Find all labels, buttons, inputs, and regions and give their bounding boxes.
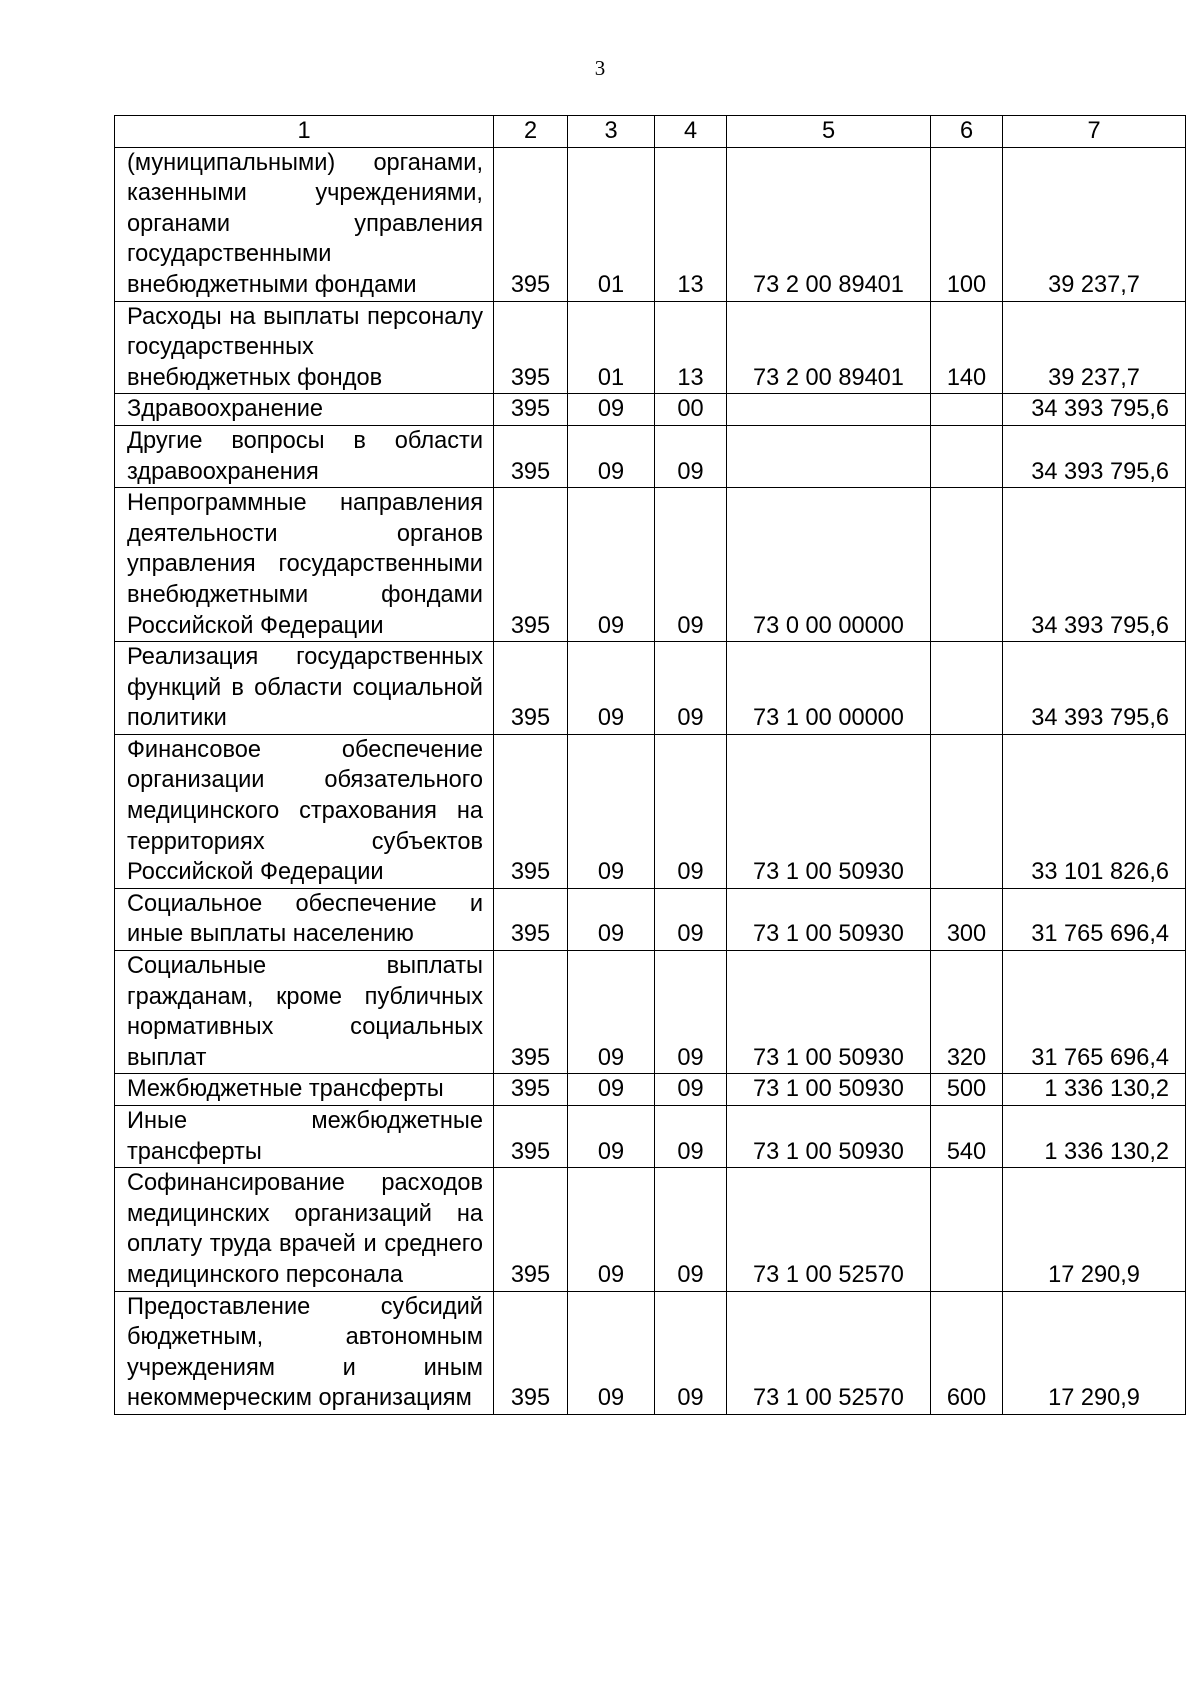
row-col-2-cell: 395 bbox=[494, 425, 568, 487]
row-col-6-cell bbox=[931, 734, 1003, 888]
table-row bbox=[115, 1106, 1186, 1168]
row-col-4-cell: 09 bbox=[655, 1106, 727, 1168]
row-col-2-cell: 395 bbox=[494, 888, 568, 950]
row-col-5-cell: 73 2 00 89401 bbox=[727, 301, 931, 394]
table-row bbox=[115, 888, 1186, 950]
table-row bbox=[115, 301, 1186, 394]
row-col-4-cell: 00 bbox=[655, 394, 727, 426]
row-col-5-cell: 73 1 00 50930 bbox=[727, 1106, 931, 1168]
row-amount-cell: 1 336 130,2 bbox=[1003, 1074, 1186, 1106]
row-col-2-cell: 395 bbox=[494, 1291, 568, 1414]
table-row bbox=[115, 488, 1186, 642]
row-name-cell: Финансовое обеспечение организации обязательного медицинского страхования на территориях субъектов Российской Федерации bbox=[115, 734, 494, 888]
row-col-2-cell: 395 bbox=[494, 1168, 568, 1291]
row-col-2-cell: 395 bbox=[494, 734, 568, 888]
row-col-6-cell: 100 bbox=[931, 147, 1003, 301]
row-col-5-cell: 73 1 00 00000 bbox=[727, 642, 931, 735]
row-name-cell: Софинансирование расходов медицинских организаций на оплату труда врачей и среднего медицинского персонала bbox=[115, 1168, 494, 1291]
row-col-2-cell: 395 bbox=[494, 951, 568, 1074]
table-row bbox=[115, 642, 1186, 735]
row-amount-cell: 31 765 696,4 bbox=[1003, 888, 1186, 950]
row-col-5-cell: 73 1 00 50930 bbox=[727, 888, 931, 950]
row-amount-cell: 17 290,9 bbox=[1003, 1291, 1186, 1414]
row-col-4-cell: 09 bbox=[655, 642, 727, 735]
row-amount-cell: 34 393 795,6 bbox=[1003, 488, 1186, 642]
row-col-6-cell: 600 bbox=[931, 1291, 1003, 1414]
row-col-4-cell: 09 bbox=[655, 951, 727, 1074]
row-col-3-cell: 09 bbox=[568, 1074, 655, 1106]
row-col-2-cell: 395 bbox=[494, 394, 568, 426]
row-col-3-cell: 09 bbox=[568, 1291, 655, 1414]
row-col-6-cell bbox=[931, 394, 1003, 426]
row-col-4-cell: 09 bbox=[655, 1168, 727, 1291]
row-col-3-cell: 09 bbox=[568, 888, 655, 950]
row-col-2-cell: 395 bbox=[494, 147, 568, 301]
table-body bbox=[115, 147, 1186, 1414]
row-name-cell: Здравоохранение bbox=[115, 394, 494, 426]
row-col-3-cell: 09 bbox=[568, 1106, 655, 1168]
row-col-6-cell bbox=[931, 642, 1003, 735]
table-row bbox=[115, 1291, 1186, 1414]
row-col-3-cell: 09 bbox=[568, 425, 655, 487]
row-col-4-cell: 13 bbox=[655, 147, 727, 301]
header-col-4: 4 bbox=[655, 116, 727, 148]
row-col-3-cell: 09 bbox=[568, 488, 655, 642]
row-col-2-cell: 395 bbox=[494, 642, 568, 735]
header-col-5: 5 bbox=[727, 116, 931, 148]
row-col-6-cell: 500 bbox=[931, 1074, 1003, 1106]
row-col-5-cell: 73 0 00 00000 bbox=[727, 488, 931, 642]
row-name-cell: Реализация государственных функций в области социальной политики bbox=[115, 642, 494, 735]
row-col-4-cell: 09 bbox=[655, 1291, 727, 1414]
row-amount-cell: 17 290,9 bbox=[1003, 1168, 1186, 1291]
header-col-3: 3 bbox=[568, 116, 655, 148]
header-col-2: 2 bbox=[494, 116, 568, 148]
row-col-4-cell: 09 bbox=[655, 425, 727, 487]
row-col-3-cell: 09 bbox=[568, 951, 655, 1074]
row-col-2-cell: 395 bbox=[494, 1074, 568, 1106]
row-col-5-cell: 73 1 00 52570 bbox=[727, 1291, 931, 1414]
page-number: 3 bbox=[594, 56, 606, 80]
row-col-3-cell: 09 bbox=[568, 1168, 655, 1291]
row-col-5-cell: 73 1 00 50930 bbox=[727, 734, 931, 888]
row-amount-cell: 33 101 826,6 bbox=[1003, 734, 1186, 888]
row-col-6-cell: 540 bbox=[931, 1106, 1003, 1168]
row-col-2-cell: 395 bbox=[494, 301, 568, 394]
row-col-4-cell: 09 bbox=[655, 1074, 727, 1106]
row-col-5-cell: 73 1 00 52570 bbox=[727, 1168, 931, 1291]
row-col-5-cell: 73 2 00 89401 bbox=[727, 147, 931, 301]
table-row bbox=[115, 394, 1186, 426]
table-row bbox=[115, 734, 1186, 888]
row-name-cell: Социальное обеспечение и иные выплаты населению bbox=[115, 888, 494, 950]
row-name-cell: Межбюджетные трансферты bbox=[115, 1074, 494, 1106]
row-name-cell: Непрограммные направления деятельности органов управления государственными внебюджетными фондами Российской Федерации bbox=[115, 488, 494, 642]
row-amount-cell: 39 237,7 bbox=[1003, 301, 1186, 394]
header-col-1: 1 bbox=[115, 116, 494, 148]
table-row bbox=[115, 1074, 1186, 1106]
row-name-cell: (муниципальными) органами, казенными учреждениями, органами управления государственными внебюджетными фондами bbox=[115, 147, 494, 301]
row-col-4-cell: 09 bbox=[655, 488, 727, 642]
row-col-6-cell bbox=[931, 425, 1003, 487]
row-col-3-cell: 09 bbox=[568, 394, 655, 426]
row-col-2-cell: 395 bbox=[494, 488, 568, 642]
row-name-cell: Другие вопросы в области здравоохранения bbox=[115, 425, 494, 487]
header-col-6: 6 bbox=[931, 116, 1003, 148]
row-amount-cell: 34 393 795,6 bbox=[1003, 394, 1186, 426]
row-col-5-cell: 73 1 00 50930 bbox=[727, 1074, 931, 1106]
row-col-4-cell: 09 bbox=[655, 734, 727, 888]
row-col-3-cell: 01 bbox=[568, 301, 655, 394]
row-col-5-cell: 73 1 00 50930 bbox=[727, 951, 931, 1074]
row-col-6-cell bbox=[931, 1168, 1003, 1291]
table-row bbox=[115, 147, 1186, 301]
row-col-5-cell bbox=[727, 425, 931, 487]
row-col-2-cell: 395 bbox=[494, 1106, 568, 1168]
row-amount-cell: 1 336 130,2 bbox=[1003, 1106, 1186, 1168]
row-col-6-cell: 320 bbox=[931, 951, 1003, 1074]
budget-table bbox=[114, 115, 1186, 1415]
row-col-6-cell bbox=[931, 488, 1003, 642]
row-name-cell: Иные межбюджетные трансферты bbox=[115, 1106, 494, 1168]
row-col-4-cell: 09 bbox=[655, 888, 727, 950]
table-row bbox=[115, 951, 1186, 1074]
row-name-cell: Расходы на выплаты персоналу государственных внебюджетных фондов bbox=[115, 301, 494, 394]
row-col-3-cell: 09 bbox=[568, 734, 655, 888]
row-col-6-cell: 140 bbox=[931, 301, 1003, 394]
row-col-5-cell bbox=[727, 394, 931, 426]
row-amount-cell: 39 237,7 bbox=[1003, 147, 1186, 301]
table-row bbox=[115, 425, 1186, 487]
row-amount-cell: 31 765 696,4 bbox=[1003, 951, 1186, 1074]
row-col-3-cell: 01 bbox=[568, 147, 655, 301]
table-header-row bbox=[115, 116, 1186, 148]
table-row bbox=[115, 1168, 1186, 1291]
row-amount-cell: 34 393 795,6 bbox=[1003, 642, 1186, 735]
row-amount-cell: 34 393 795,6 bbox=[1003, 425, 1186, 487]
row-col-6-cell: 300 bbox=[931, 888, 1003, 950]
row-name-cell: Предоставление субсидий бюджетным, автономным учреждениям и иным некоммерческим организациям bbox=[115, 1291, 494, 1414]
row-col-4-cell: 13 bbox=[655, 301, 727, 394]
row-name-cell: Социальные выплаты гражданам, кроме публичных нормативных социальных выплат bbox=[115, 951, 494, 1074]
row-col-3-cell: 09 bbox=[568, 642, 655, 735]
header-col-7: 7 bbox=[1003, 116, 1186, 148]
